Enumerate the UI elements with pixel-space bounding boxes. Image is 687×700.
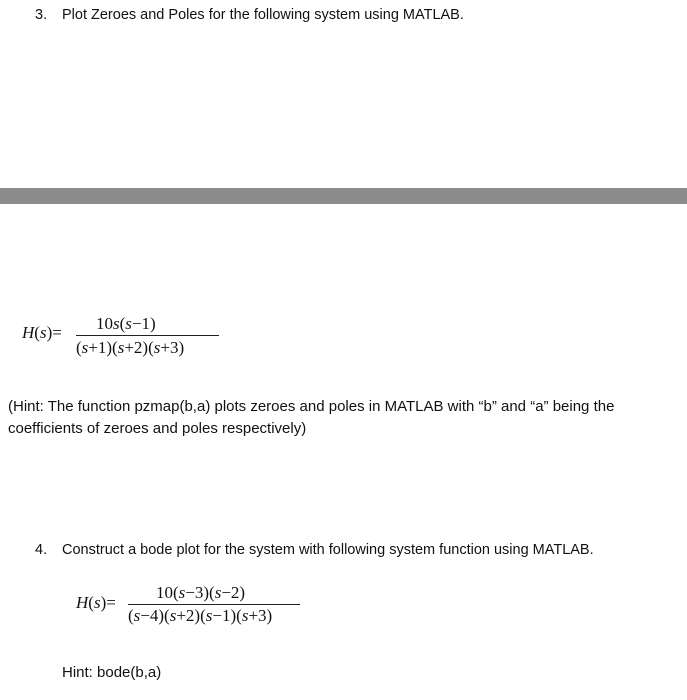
equation-1-numerator: 10s(s−1): [96, 314, 156, 333]
equation-2-fraction-bar: [128, 604, 300, 605]
question-3-hint: (Hint: The function pzmap(b,a) plots zeroes and poles in MATLAB with “b” and “a” being the coefficients of zeroes and poles respectively): [8, 398, 615, 437]
equation-2-numerator: 10(s−3)(s−2): [156, 583, 246, 602]
equation-1-denominator: (s+1)(s+2)(s+3): [76, 338, 185, 357]
question-4-text: Construct a bode plot for the system with following system function using MATLAB.: [62, 542, 594, 558]
equation-1-fraction-bar: [76, 335, 219, 336]
equation-1-lhs: H(s)=: [22, 323, 62, 342]
equation-1: [22, 314, 222, 368]
equation-2-lhs: H(s)=: [76, 593, 116, 612]
question-4-hint: Hint: bode(b,a): [62, 664, 162, 681]
divider-bar: [0, 188, 687, 204]
equation-2-denominator: (s−4)(s+2)(s−1)(s+3): [128, 606, 273, 625]
equation-2: [76, 585, 306, 635]
question-3-text: Plot Zeroes and Poles for the following system using MATLAB.: [62, 7, 464, 23]
question-4-number: 4.: [35, 542, 48, 558]
question-3-number: 3.: [35, 7, 48, 23]
